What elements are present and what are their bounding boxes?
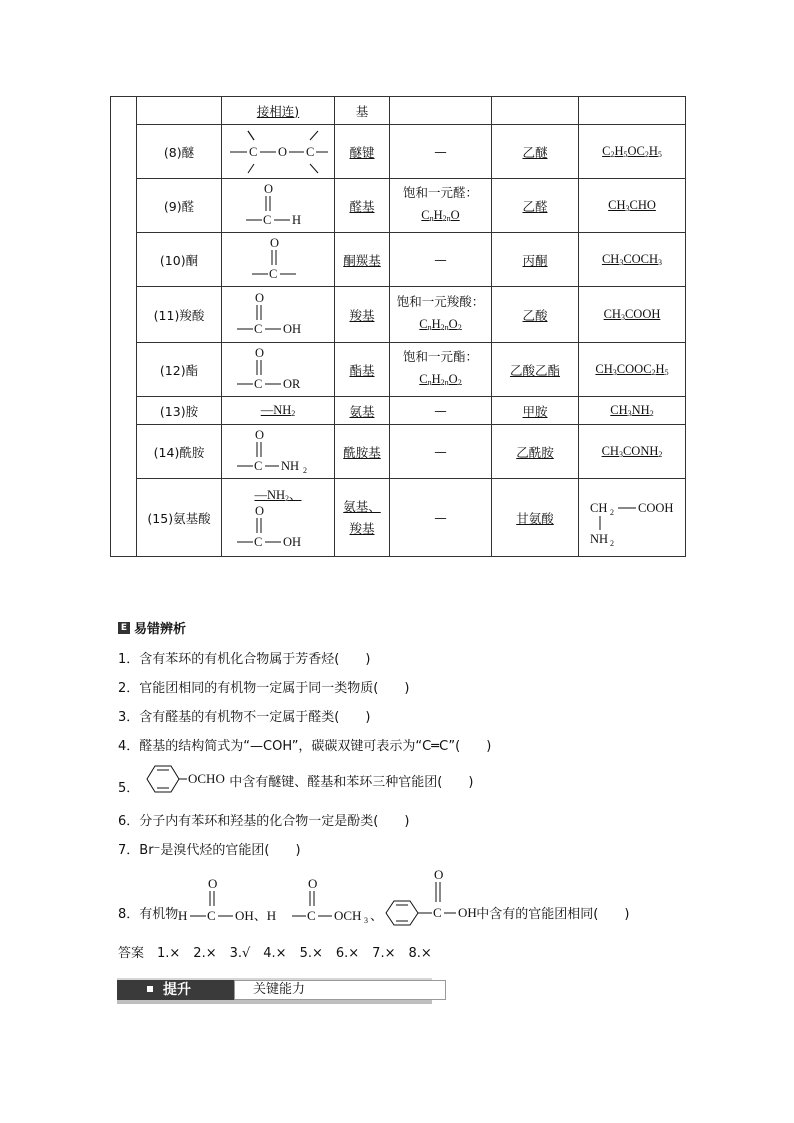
formula-cell: $CH_3CHO$ [579,179,686,233]
amide-group-structure [222,425,335,479]
svg-text:O: O [255,290,265,305]
class-cell: (13)胺 [137,397,222,425]
svg-text:H: H [178,908,188,923]
svg-text:2: 2 [610,538,614,548]
general-formula-cell: — [390,233,492,287]
svg-text:C: C [306,144,315,159]
benzaldehyde-formate-structure [139,762,229,796]
example-cell: 甘氨酸 [492,479,579,557]
class-cell: (10)酮 [137,233,222,287]
svg-text:O: O [434,867,444,882]
example-cell: 乙酰胺 [492,425,579,479]
svg-text:O: O [208,876,218,891]
formula-cell: $CH_3NH_2$ [579,397,686,425]
section-heading [118,618,186,637]
table-row [111,125,686,179]
table-row [111,97,686,125]
ether-bond-structure [222,125,335,179]
general-formula-cell: — [390,479,492,557]
question-4: 4．醛基的结构简式为“—COH”，碳碳双键可表示为“C═C”( ) [118,739,492,754]
general-label: 饱和一元羧酸： [396,293,485,309]
formula-cell: $CH_3CONH_2$ [579,425,686,479]
svg-text:C: C [263,212,272,227]
svg-text:OH: OH [458,905,478,920]
question-8-text: 中含有的官能团相同( ) [476,907,630,922]
example-cell: 乙酸乙酯 [492,343,579,397]
group-name-cell: 酰胺基 [335,425,390,479]
question-7: 7．Br⁻是溴代烃的官能团( ) [118,843,301,858]
svg-text:O: O [255,427,265,442]
svg-text:C: C [269,266,278,281]
table-row [111,287,686,343]
svg-text:COOH: COOH [638,500,674,515]
section-title: 易错辨析 [134,622,187,637]
general-formula: $C_nH_{2n}O_2$ [419,371,462,387]
banner-right: 关键能力 [234,980,446,1000]
ester-group-structure [222,343,335,397]
general-formula-cell [390,287,492,343]
svg-text:O: O [278,144,288,159]
general-formula-cell [390,179,492,233]
formula-cell: $CH_3COOC_2H_5$ [579,343,686,397]
general-formula-cell: — [390,125,492,179]
general-label: 饱和一元醛： [402,184,478,200]
answer-line: 答案 1.× 2.× 3.√ 4.× 5.× 6.× 7.× 8.× [118,946,432,961]
svg-text:OCHO: OCHO [188,771,226,786]
group-name-1: 氨基、 [343,498,381,514]
section-icon: E [118,622,130,634]
svg-text:C: C [254,321,263,336]
general-formula: $C_nH_{2n}O_2$ [419,316,462,332]
question-5 [118,762,473,796]
table-row [111,479,686,557]
group-name-cell: 氨基 [335,397,390,425]
group-name-cell: 基 [335,97,390,125]
svg-text:C: C [254,458,263,473]
class-cell: (8)醚 [137,125,222,179]
svg-text:H: H [292,212,302,227]
question-5-number: 5． [118,781,140,796]
group-name-cell: 酮羰基 [335,233,390,287]
example-cell: 乙醚 [492,125,579,179]
svg-text:NH: NH [281,458,300,473]
question-5-text: 中含有醚键、醛基和苯环三种官能团( ) [229,775,474,790]
question-1: 1．含有苯环的有机化合物属于芳香烃( ) [118,652,371,667]
svg-text:OH、H: OH、H [235,908,277,923]
formula-cell: $CH_3COOH$ [579,287,686,343]
svg-text:C: C [207,908,216,923]
q8-structures [178,866,478,926]
square-icon [147,986,153,992]
example-cell: 乙酸 [492,287,579,343]
group-structure-cell: 接相连) [222,97,335,125]
question-8-prefix: 8．有机物 [118,907,179,922]
banner-left-label: 提升 [163,982,191,998]
svg-text:OH: OH [283,321,302,336]
svg-text:CH: CH [590,500,608,515]
svg-text:2: 2 [303,465,307,475]
question-6: 6．分子内有苯环和羟基的化合物一定是酚类( ) [118,814,410,829]
general-formula: $C_nH_{2n}O$ [421,207,460,223]
general-label: 饱和一元酯： [402,348,478,364]
general-formula-cell [390,343,492,397]
table-row [111,233,686,287]
class-cell: (11)羧酸 [137,287,222,343]
functional-group-table [110,96,686,557]
svg-text:C: C [249,144,258,159]
formula-cell: $C_2H_5OC_2H_5$ [579,125,686,179]
class-cell: (9)醛 [137,179,222,233]
example-cell: 甲胺 [492,397,579,425]
svg-text:C: C [307,908,316,923]
class-cell: (12)酯 [137,343,222,397]
section-banner [117,978,432,1004]
glycine-structure [579,479,686,557]
side-column [111,97,137,557]
question-2: 2．官能团相同的有机物一定属于同一类物质( ) [118,681,410,696]
svg-text:NH: NH [590,531,609,546]
svg-text:O: O [255,503,265,518]
svg-text:OH: OH [283,534,302,549]
amino-group-structure: $—NH_2$ [222,397,335,425]
svg-text:2: 2 [610,507,614,517]
table-row [111,397,686,425]
question-8 [118,866,629,926]
general-formula-cell: — [390,397,492,425]
svg-text:OR: OR [283,376,301,391]
group-name-cell: 羧基 [335,287,390,343]
carbonyl-group-structure [222,233,335,287]
group-name-cell: 醛基 [335,179,390,233]
table-row [111,179,686,233]
question-3: 3．含有醛基的有机物不一定属于醛类( ) [118,710,371,725]
svg-text:、: 、 [370,908,384,923]
svg-text:O: O [270,235,280,250]
table-row [111,343,686,397]
table-row [111,425,686,479]
svg-text:O: O [308,876,318,891]
svg-text:3: 3 [364,916,369,925]
group-name-cell [335,479,390,557]
svg-text:C: C [433,905,442,920]
banner-left [117,980,234,1000]
class-cell: (14)酰胺 [137,425,222,479]
class-cell: (15)氨基酸 [137,479,222,557]
example-cell: 乙醛 [492,179,579,233]
formula-cell: $CH_3COCH_3$ [579,233,686,287]
group-name-2: 羧基 [349,520,375,536]
general-formula-cell: — [390,425,492,479]
svg-text:OCH: OCH [334,908,362,923]
svg-text:C: C [254,534,263,549]
svg-text:C: C [254,376,263,391]
carboxyl-group-structure [222,287,335,343]
svg-text:O: O [255,345,265,360]
amino-acid-group-structure: $—NH_2$、 O C OH [222,479,335,557]
group-name-cell: 醚键 [335,125,390,179]
svg-text:O: O [264,181,274,196]
example-cell: 丙酮 [492,233,579,287]
aldehyde-group-structure [222,179,335,233]
group-name-cell: 酯基 [335,343,390,397]
